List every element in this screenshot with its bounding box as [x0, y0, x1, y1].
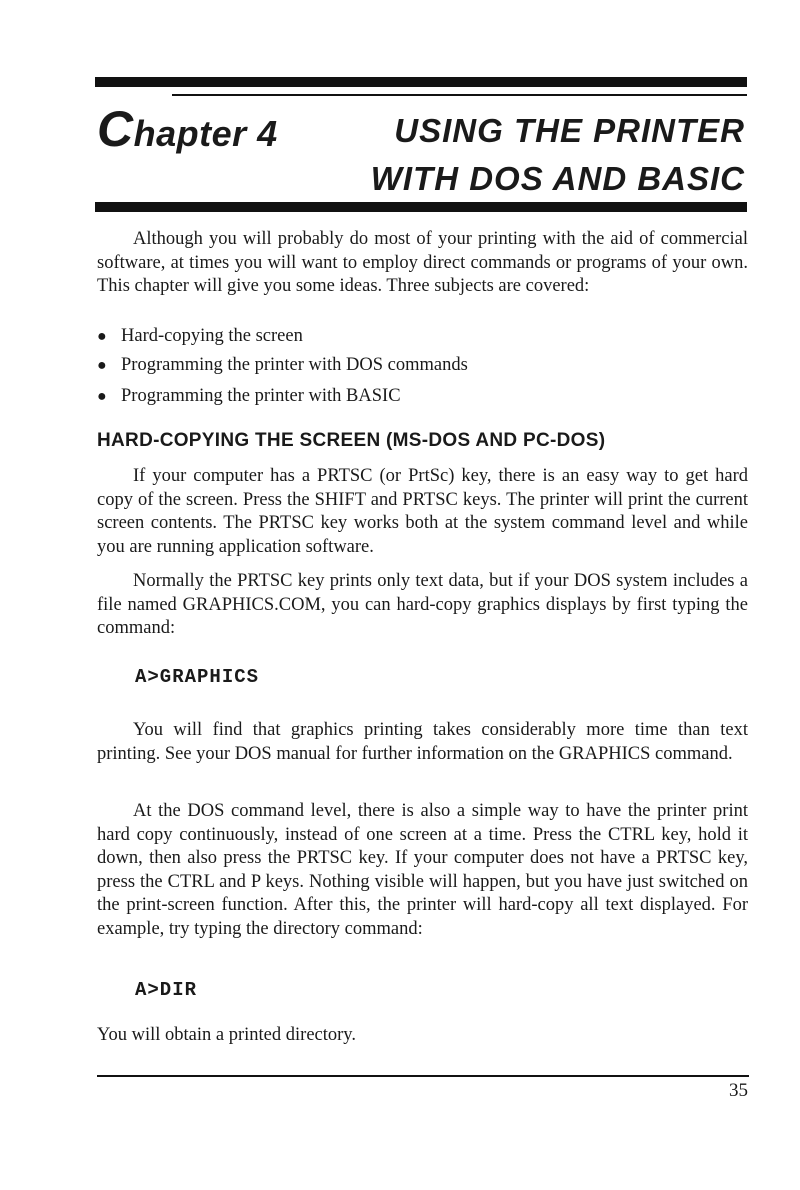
chapter-label-cap: C [97, 101, 134, 157]
header-top-rule [95, 77, 747, 87]
chapter-label [97, 100, 278, 158]
bullet-item [97, 325, 303, 348]
header-bottom-rule [95, 202, 747, 212]
bullet-dot-icon: ● [97, 388, 107, 405]
section-paragraph-3: You will find that graphics printing takes considerably more time than text printing. See your DOS manual for further information on the GRAPHICS command. [97, 720, 748, 764]
section-paragraph-5: You will obtain a printed directory. [97, 1025, 356, 1045]
code-graphics: A>GRAPHICS [135, 666, 260, 688]
bullet-dot-icon: ● [97, 328, 107, 345]
chapter-title-line1: USING THE PRINTER [394, 112, 745, 149]
code-dir: A>DIR [135, 979, 198, 1001]
bullet-item [97, 354, 468, 377]
section-paragraph-1: If your computer has a PRTSC (or PrtSc) key, there is an easy way to get hard copy of the screen. Press the SHIFT and PRTSC keys. The printer will print the current screen contents. The PRTSC key works both at the system command level and while you are running application software. [97, 466, 748, 557]
bullet-dot-icon: ● [97, 357, 107, 374]
section-paragraph-4: At the DOS command level, there is also a simple way to have the printer print hard copy continuously, instead of one screen at a time. Press the CTRL key, hold it down, then also press the PRTSC key. If your computer does not have a PRTSC key, press the CTRL and P keys. Nothing visible will happen, but you have just switched on the print-screen function. After this, the printer will hard-copy all text displayed. For example, try typing the directory command: [97, 801, 748, 939]
bullet-text: Programming the printer with BASIC [121, 386, 401, 406]
page-number: 35 [729, 1080, 748, 1101]
section-heading: HARD-COPYING THE SCREEN (MS-DOS AND PC-DOS) [97, 430, 606, 451]
footer-rule [97, 1075, 749, 1077]
chapter-title-line2: WITH DOS AND BASIC [370, 160, 745, 197]
bullet-text: Programming the printer with DOS commands [121, 355, 468, 375]
bullet-text: Hard-copying the screen [121, 326, 303, 346]
chapter-label-rest: hapter 4 [133, 113, 278, 154]
intro-paragraph: Although you will probably do most of your printing with the aid of commercial software, at times you will want to employ direct commands or programs of your own. This chapter will give you some ideas. Three subjects are covered: [97, 229, 748, 296]
section-paragraph-2: Normally the PRTSC key prints only text data, but if your DOS system includes a file named GRAPHICS.COM, you can hard-copy graphics displays by first typing the command: [97, 571, 748, 638]
header-thin-rule [172, 94, 747, 96]
bullet-item [97, 385, 401, 408]
